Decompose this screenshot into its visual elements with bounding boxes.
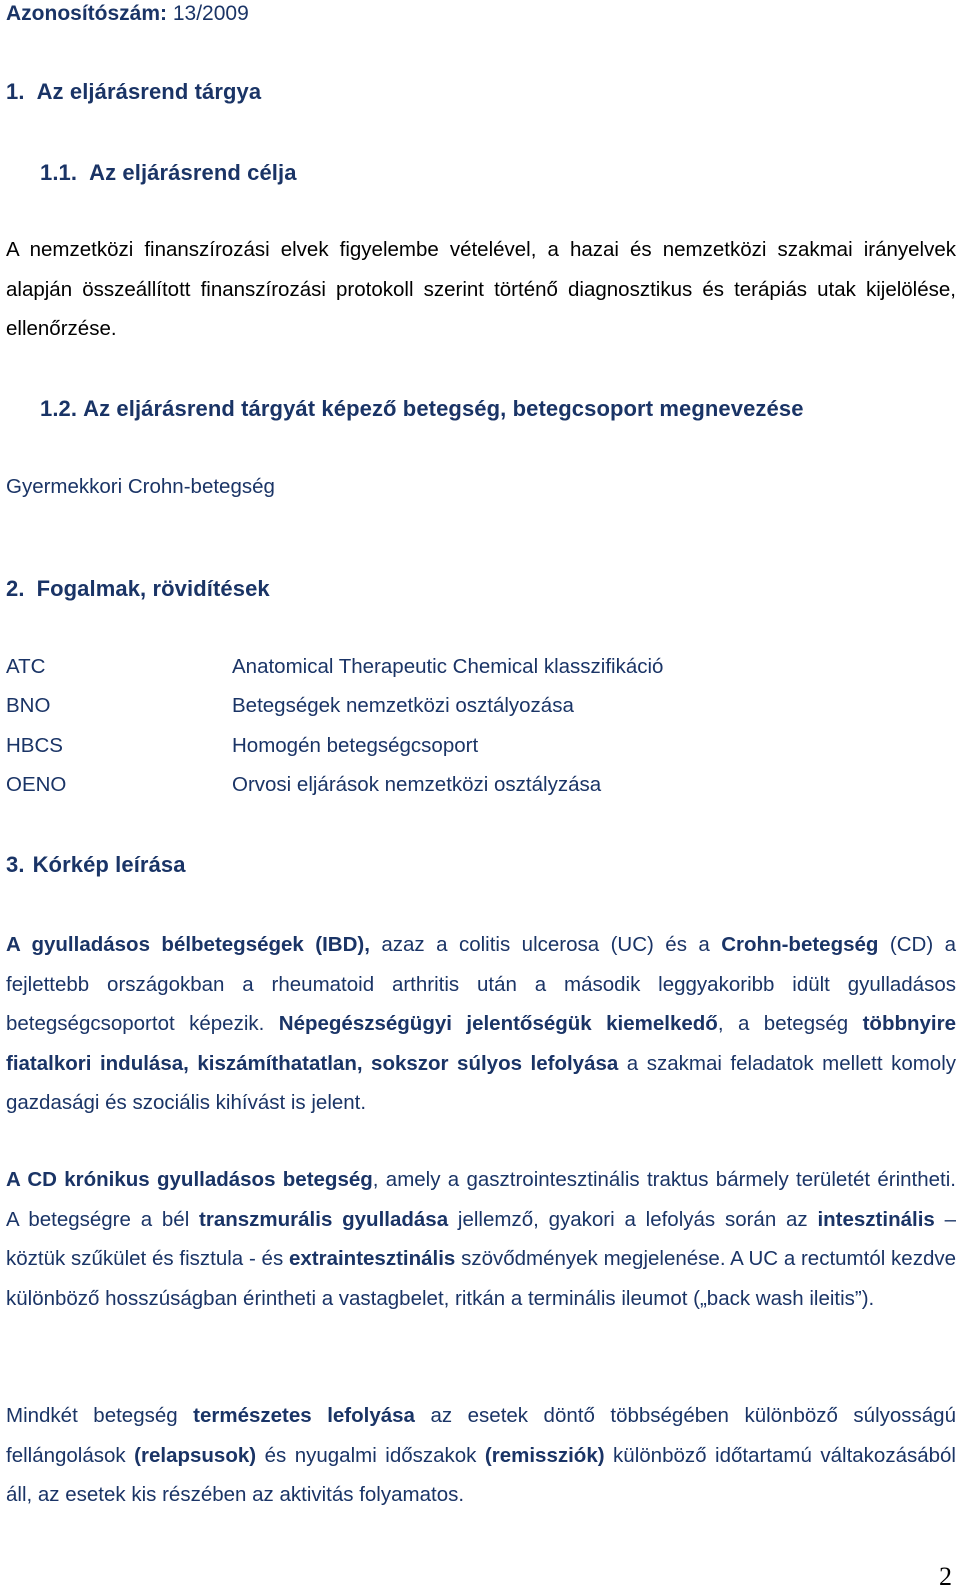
section-1-title: Az eljárásrend tárgya bbox=[36, 79, 262, 104]
section-3-paragraph-2 bbox=[6, 1160, 956, 1318]
section-3-number: 3. bbox=[6, 852, 25, 877]
bold-text-run: (remissziók) bbox=[484, 1443, 605, 1467]
section-3-heading bbox=[6, 852, 186, 878]
abbreviation-definition: Betegségek nemzetközi osztályozása bbox=[232, 694, 574, 717]
section-1-1-number: 1.1. bbox=[40, 160, 78, 185]
section-1-number: 1. bbox=[6, 79, 25, 104]
bold-text-run: Crohn-betegség bbox=[721, 933, 879, 956]
text-run: a szakmai feladatok mellett komoly gazdasági és szociális kihívást is jelent. bbox=[6, 1051, 956, 1114]
abbreviation-term: BNO bbox=[6, 694, 51, 717]
text-run: jellemző, gyakori a lefolyás során az bbox=[448, 1207, 818, 1231]
bold-text-run: többnyire fiatalkori indulása, kiszámíthatatlan, sokszor súlyos lefolyása bbox=[6, 1012, 956, 1075]
section-2-number: 2. bbox=[6, 576, 25, 601]
section-1-1-paragraph: A nemzetközi finanszírozási elvek figyelembe vételével, a hazai és nemzetközi szakmai irányelvek alapján összeállított finanszírozási protokoll szerint történő diagnosztikus és terápiás utak kijelölése, ellenőrzése. bbox=[6, 238, 956, 340]
bold-text-run: A CD krónikus gyulladásos betegség bbox=[6, 1168, 373, 1191]
abbreviation-row bbox=[6, 694, 946, 724]
section-1-2-title: Az eljárásrend tárgyát képező betegség, betegcsoport megnevezése bbox=[83, 396, 804, 421]
bold-text-run: transzmurális gyulladása bbox=[199, 1207, 449, 1231]
section-1-heading bbox=[6, 79, 261, 105]
disease-name: Gyermekkori Crohn-betegség bbox=[6, 475, 275, 498]
bold-text-run: extraintesztinális bbox=[288, 1247, 456, 1270]
document-id bbox=[6, 2, 249, 26]
text-run: az esetek döntő többségében különböző súlyosságú fellángolások bbox=[6, 1404, 956, 1467]
section-1-1-heading bbox=[40, 160, 297, 186]
section-2-title: Fogalmak, rövidítések bbox=[36, 576, 270, 601]
text-run: (CD) a fejlettebb országokban a rheumatoid arthritis után a második leggyakoribb idült gyulladásos betegségcsoportot képezik. bbox=[6, 933, 956, 1035]
text-run: , a betegség bbox=[717, 1012, 863, 1035]
text-run: különböző időtartamú váltakozásából áll, az esetek kis részében az aktivitás folyamatos. bbox=[6, 1443, 956, 1506]
section-3-title: Kórkép leírása bbox=[32, 852, 186, 877]
document-id-value: 13/2009 bbox=[167, 2, 249, 25]
bold-text-run: A gyulladásos bélbetegségek (IBD), bbox=[6, 933, 370, 956]
document-id-label: Azonosítószám: bbox=[6, 2, 168, 25]
bold-text-run: (relapsusok) bbox=[134, 1443, 257, 1467]
abbreviation-row bbox=[6, 734, 946, 764]
text-run: szövődmények megjelenése. A UC a rectumtól kezdve különböző hosszúságban érintheti a vastagbelet, ritkán a terminális ileumot („back wash ileitis”). bbox=[6, 1247, 957, 1310]
section-1-1-title: Az eljárásrend célja bbox=[89, 160, 297, 185]
text-run: azaz a colitis ulcerosa (UC) és a bbox=[369, 933, 722, 956]
abbreviation-term: OENO bbox=[6, 773, 67, 796]
text-run: Mindkét betegség bbox=[6, 1404, 194, 1427]
abbreviation-term: HBCS bbox=[6, 734, 63, 757]
text-run: – köztük szűkület és fisztula - és bbox=[6, 1207, 956, 1270]
section-2-heading bbox=[6, 576, 270, 602]
abbreviation-row bbox=[6, 655, 946, 685]
abbreviation-row bbox=[6, 773, 946, 803]
abbreviation-definition: Homogén betegségcsoport bbox=[232, 734, 479, 757]
text-run: , amely a gasztrointesztinális traktus bármely területét érintheti. A betegségre a bél bbox=[6, 1168, 957, 1231]
section-1-2-number: 1.2. bbox=[40, 396, 78, 421]
section-1-2-heading bbox=[40, 396, 804, 422]
abbreviation-definition: Anatomical Therapeutic Chemical klasszifikáció bbox=[232, 655, 664, 678]
page-number: 2 bbox=[939, 1562, 952, 1591]
abbreviation-term: ATC bbox=[6, 655, 46, 678]
section-3-paragraph-1 bbox=[6, 925, 956, 1123]
bold-text-run: intesztinális bbox=[817, 1207, 935, 1231]
text-run: és nyugalmi időszakok bbox=[256, 1443, 485, 1467]
abbreviation-definition: Orvosi eljárások nemzetközi osztályzása bbox=[232, 773, 602, 796]
bold-text-run: természetes lefolyása bbox=[193, 1404, 415, 1427]
bold-text-run: Népegészségügyi jelentőségük kiemelkedő bbox=[278, 1012, 718, 1035]
section-3-paragraph-3 bbox=[6, 1396, 956, 1515]
